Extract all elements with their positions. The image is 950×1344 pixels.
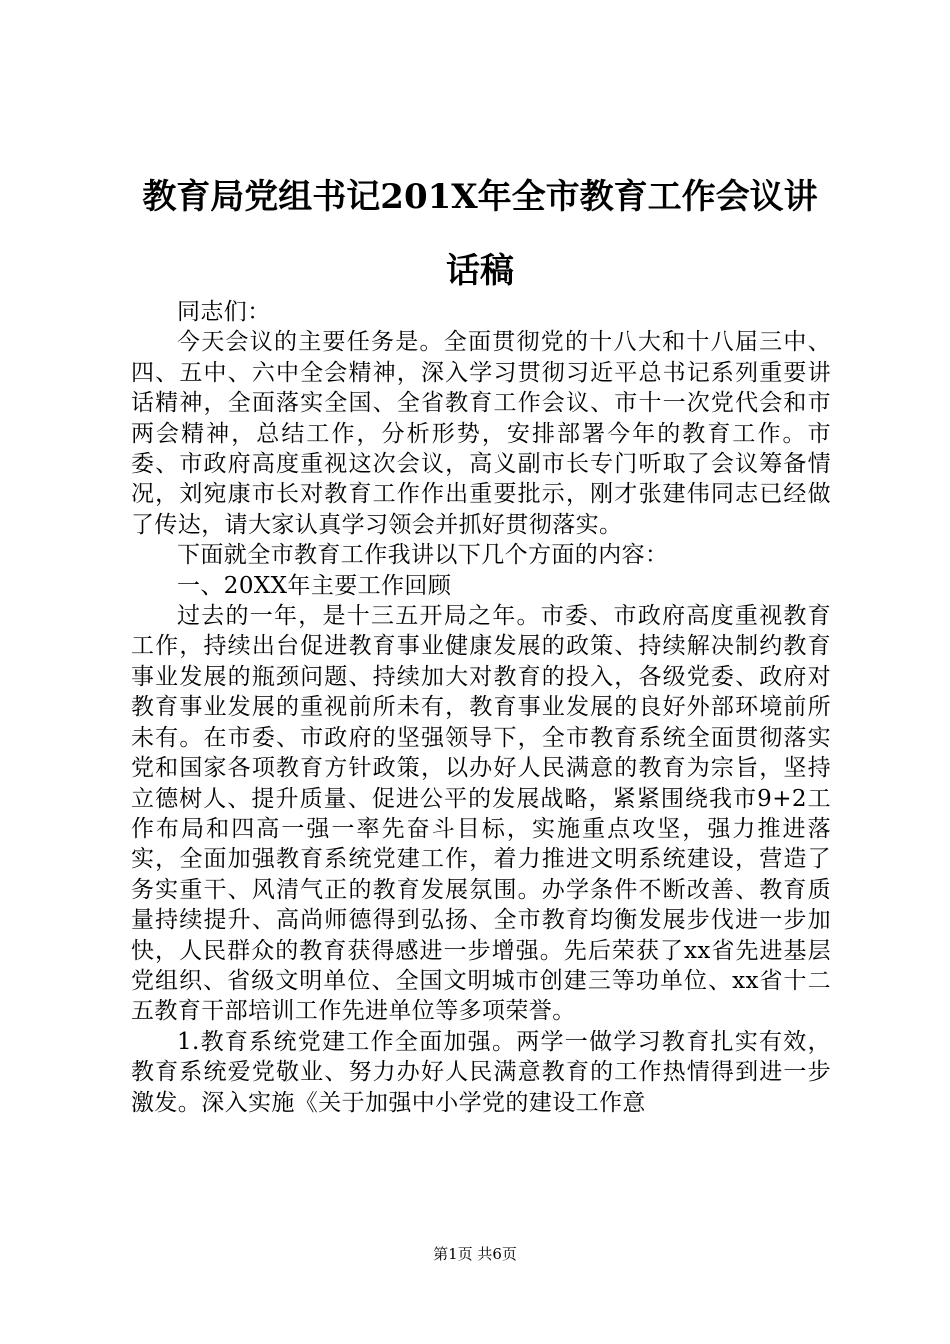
paragraph-item-1: 1.教育系统党建工作全面加强。两学一做学习教育扎实有效，教育系统爱党敬业、努力办好人民满意教育的工作热情得到进一步激发。深入实施《关于加强中小学党的建设工作意	[131, 1028, 831, 1116]
section-heading-review: 一、20XX年主要工作回顾	[177, 572, 452, 599]
paragraph-review: 过去的一年，是十三五开局之年。市委、市政府高度重视教育工作，持续出台促进教育事业健康发展的政策、持续解决制约教育事业发展的瓶颈问题、持续加大对教育的投入，各级党委、政府对教育事业发展的重视前所未有，教育事业发展的良好外部环境前所未有。在市委、市政府的坚强领导下，全市教育系统全面贯彻落实党和国家各项教育方针政策，以办好人民满意的教育为宗旨，坚持立德树人、提升质量、促进公平的发展战略，紧紧围绕我市9+2工作布局和四高一强一率先奋斗目标，实施重点攻坚，强力推进落实，全面加强教育系统党建工作，着力推进文明系统建设，营造了务实重干、风清气正的教育发展氛围。办学条件不断改善、教育质量持续提升、高尚师德得到弘扬、全市教育均衡发展步伐进一步加快，人民群众的教育获得感进一步增强。先后荣获了xx省先进基层党组织、省级文明单位、全国文明城市创建三等功单位、xx省十二五教育干部培训工作先进单位等多项荣誉。	[131, 603, 831, 1025]
paragraph-intro: 今天会议的主要任务是。全面贯彻党的十八大和十八届三中、四、五中、六中全会精神，深入学习贯彻习近平总书记系列重要讲话精神，全面落实全国、全省教育工作会议、市十一次党代会和市两会精神，总结工作，分析形势，安排部署今年的教育工作。市委、市政府高度重视这次会议，高义副市长专门听取了会议筹备情况，刘宛康市长对教育工作作出重要批示，刚才张建伟同志已经做了传达，请大家认真学习领会并抓好贯彻落实。	[131, 329, 831, 538]
paragraph-outline: 下面就全市教育工作我讲以下几个方面的内容：	[177, 542, 669, 569]
document-title: 教育局党组书记201X年全市教育工作会议讲话稿	[142, 177, 818, 291]
paragraph-salutation: 同志们：	[177, 299, 271, 325]
page-footer: 第1页 共6页	[433, 1245, 517, 1263]
document-body	[131, 297, 831, 1118]
